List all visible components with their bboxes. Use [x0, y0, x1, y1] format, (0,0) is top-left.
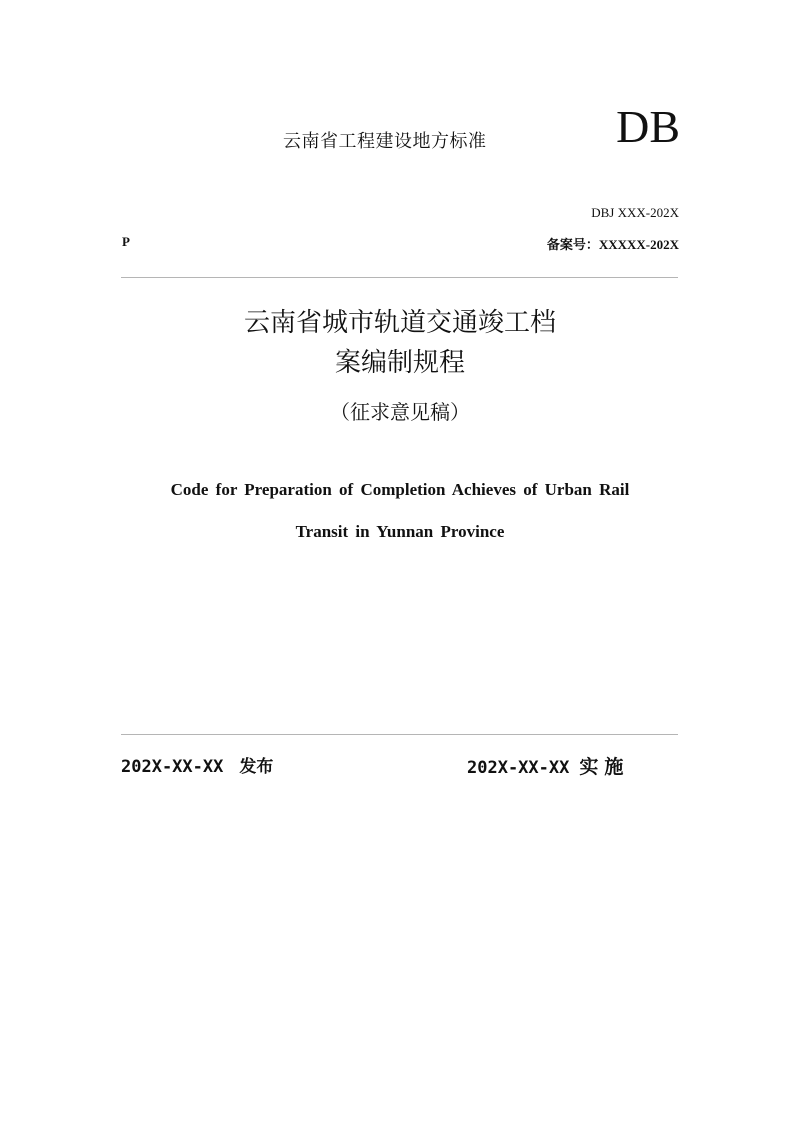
bottom-divider: [121, 734, 678, 735]
draft-subtitle: （征求意见稿）: [330, 400, 470, 424]
standard-number: DBJ XXX-202X: [591, 205, 679, 220]
title-cn-line-1: 云南省城市轨道交通竣工档: [243, 308, 556, 338]
title-en-line-2: Transit in Yunnan Province: [295, 522, 505, 541]
top-divider: [121, 277, 678, 278]
implement-info: [467, 752, 629, 779]
implement-date: 202X-XX-XX: [467, 758, 570, 778]
db-logo: DB: [616, 101, 680, 152]
classification-label: P: [122, 234, 130, 249]
title-en-line-1: Code for Preparation of Completion Achieves of Urban Rail: [170, 480, 630, 499]
publish-date: 202X-XX-XX: [121, 757, 224, 777]
implement-label: 实施: [579, 756, 630, 778]
standard-category: 云南省工程建设地方标准: [283, 131, 487, 152]
title-cn-line-2: 案编制规程: [334, 348, 465, 378]
publish-label: 发布: [239, 757, 274, 777]
publish-info: [121, 752, 273, 777]
record-number: 备案号：XXXXX-202X: [546, 237, 679, 252]
